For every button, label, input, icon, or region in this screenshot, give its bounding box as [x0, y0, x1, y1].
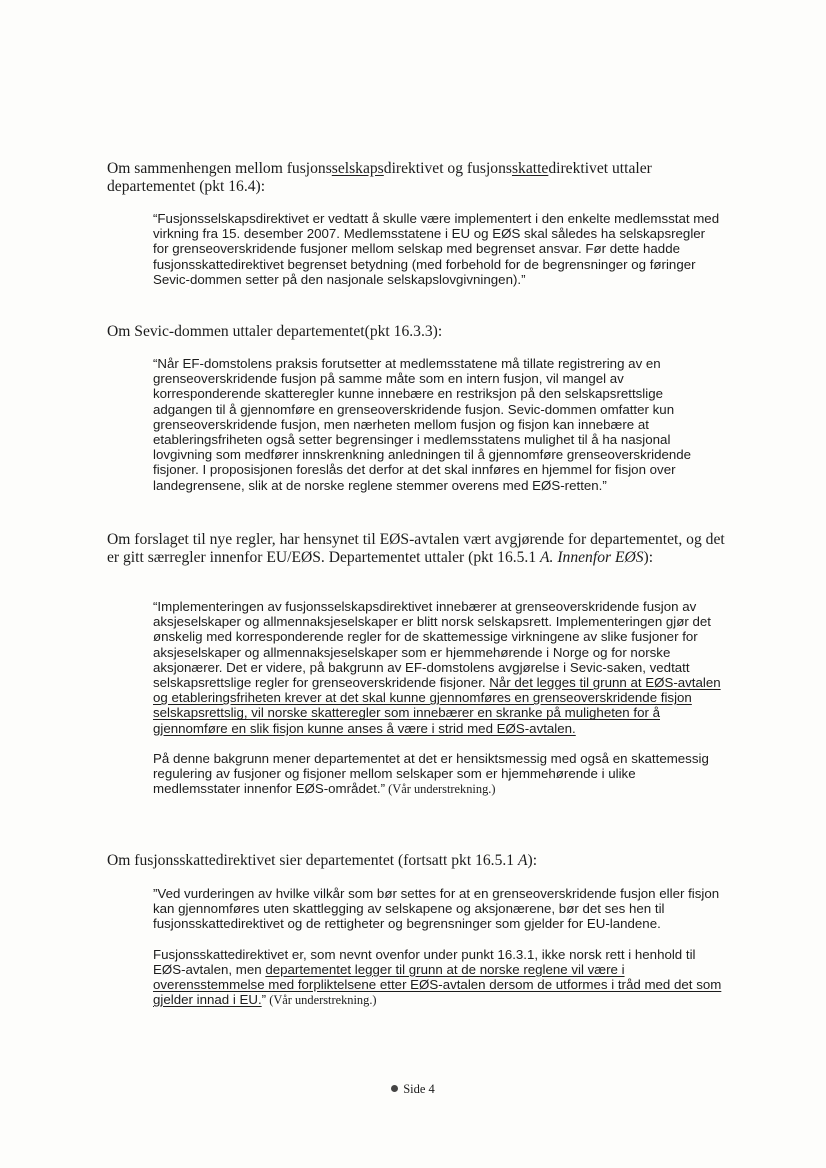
bullet-icon [391, 1085, 398, 1092]
quote-text: Fusjonsskattedirektivet er, som nevnt ovenfor under punkt 16.3.1, ikke norsk rett i henhold til EØS-avtalen, men [153, 946, 696, 977]
quote-paragraph: “Når EF-domstolens praksis forutsetter at medlemsstatene må tillate registrering av en grenseoverskridende fusjon på samme måte som en intern fusjon, vil mangel av korresponderende skatteregler kunne innebære en restriksjon på den selskapsrettslige adgangen til å gjennomføre en grenseoverskridende fusjon. Sevic-dommen omfatter kun grenseoverskridende fusjon, men nærheten mellom fusjon og fisjon kan innebære at etableringsfriheten også setter begrensinger i medlemsstatens mulighet til å ha nasjonal lovgivning som medfører innskrenkning anledningen til å gjennomføre grenseoverskridende fisjoner. I proposisjonen foreslås det derfor at det skal innføres en hjemmel for fisjon over landegrensene, slik at de norske reglene stemmer overens med EØS-retten.” [153, 356, 692, 493]
intro-italic: A. Innenfor EØS [540, 548, 644, 566]
quote-text: ” [261, 992, 267, 1008]
underlined-quote-text: departementet legger til grunn at de norske reglene vil være i overensstemmelse med forpliktelsene etter EØS-avtalen dersom de utformes i tråd med det som gjelder innad i EU. [153, 961, 722, 1008]
intro-text: Om sammenhengen mellom fusjons [107, 160, 332, 177]
intro-text: Om fusjonsskattedirektivet sier departementet (fortsatt pkt 16.5.1 [107, 852, 518, 869]
intro-text: direktivet og fusjons [383, 160, 512, 177]
quote-paragraph [153, 947, 723, 1009]
section4-quote [153, 886, 723, 1008]
intro-text: ): [527, 852, 538, 869]
section1-intro [107, 160, 727, 195]
quote-paragraph [153, 599, 723, 736]
section2-quote [153, 356, 723, 493]
section2-intro: Om Sevic-dommen uttaler departementet(pkt 16.3.3): [107, 323, 443, 340]
page-number: Side 4 [403, 1082, 435, 1096]
emphasis-note: (Vår understrekning.) [266, 993, 377, 1008]
intro-italic: A [517, 852, 528, 869]
section1-quote [153, 211, 723, 287]
underlined-term: skatte [511, 160, 549, 177]
section4-intro [107, 852, 727, 870]
section3-intro [107, 531, 727, 566]
quote-text: På denne bakgrunn mener departementet at det er hensiktsmessig med også en skattemessig regulering av fusjoner og fisjoner mellom selskaper som er hjemmehørende i ulike medlemsstater innenfor EØS-området.” [153, 750, 709, 797]
quote-paragraph [153, 751, 723, 798]
quote-text: “Implementeringen av fusjonsselskapsdirektivet innebærer at grenseoverskridende fusjon av aksjeselskaper og allmennaksjeselskaper er blitt norsk selskapsrett. Implementeringen gjør det ønskelig med korresponderende regler for de skattemessige virkningene av slike fusjoner for aksjeselskaper og allmennaksjeselskaper som er hjemmehørende i Norge og for norske aksjonærer. Det er videre, på bakgrunn av EF-domstolens avgjørelse i Sevic-saken, vedtatt selskapsrettslige regler for grenseoverskridende fisjoner. [153, 599, 711, 691]
intro-text: Om forslaget til nye regler, har hensynet til EØS-avtalen vært avgjørende for departementet, og det er gitt særregler innenfor EU/EØS. Departementet uttaler (pkt 16.5.1 [107, 531, 725, 566]
page-footer [0, 1082, 826, 1097]
underlined-quote-text: Når det legges til grunn at EØS-avtalen og etableringsfriheten krever at det skal kunne gjennomføres en grenseoverskridende fisjon selskapsrettslig, vil norske skatteregler som innebærer en skranke på muligheten for å gjennomføre en slik fisjon kunne anses å være i strid med EØS-avtalen. [153, 675, 721, 736]
emphasis-note: (Vår understrekning.) [385, 782, 496, 797]
section3-quote [153, 599, 723, 797]
intro-text: ): [643, 548, 654, 566]
intro-text: direktivet uttaler departementet (pkt 16.4): [107, 160, 652, 195]
quote-paragraph: ”Ved vurderingen av hvilke vilkår som bør settes for at en grenseoverskridende fusjon eller fisjon kan gjennomføres uten skattlegging av selskapene og aksjonærene, bør det ses hen til fusjonsskattedirektivet og de rettigheter og begrensninger som gjelder for EU-landene. [153, 886, 720, 932]
quote-paragraph: “Fusjonsselskapsdirektivet er vedtatt å skulle være implementert i den enkelte medlemsstat med virkning fra 15. desember 2007. Medlemsstatene i EU og EØS skal således ha selskapsregler for grenseoverskridende fusjoner mellom selskap med begrenset ansvar. Før dette hadde fusjonsskattedirektivet begrenset betydning (med forbehold for de begrensninger og føringer Sevic-dommen setter på den nasjonale selskapslovgivningen).” [153, 211, 720, 287]
underlined-term: selskaps [331, 160, 384, 177]
